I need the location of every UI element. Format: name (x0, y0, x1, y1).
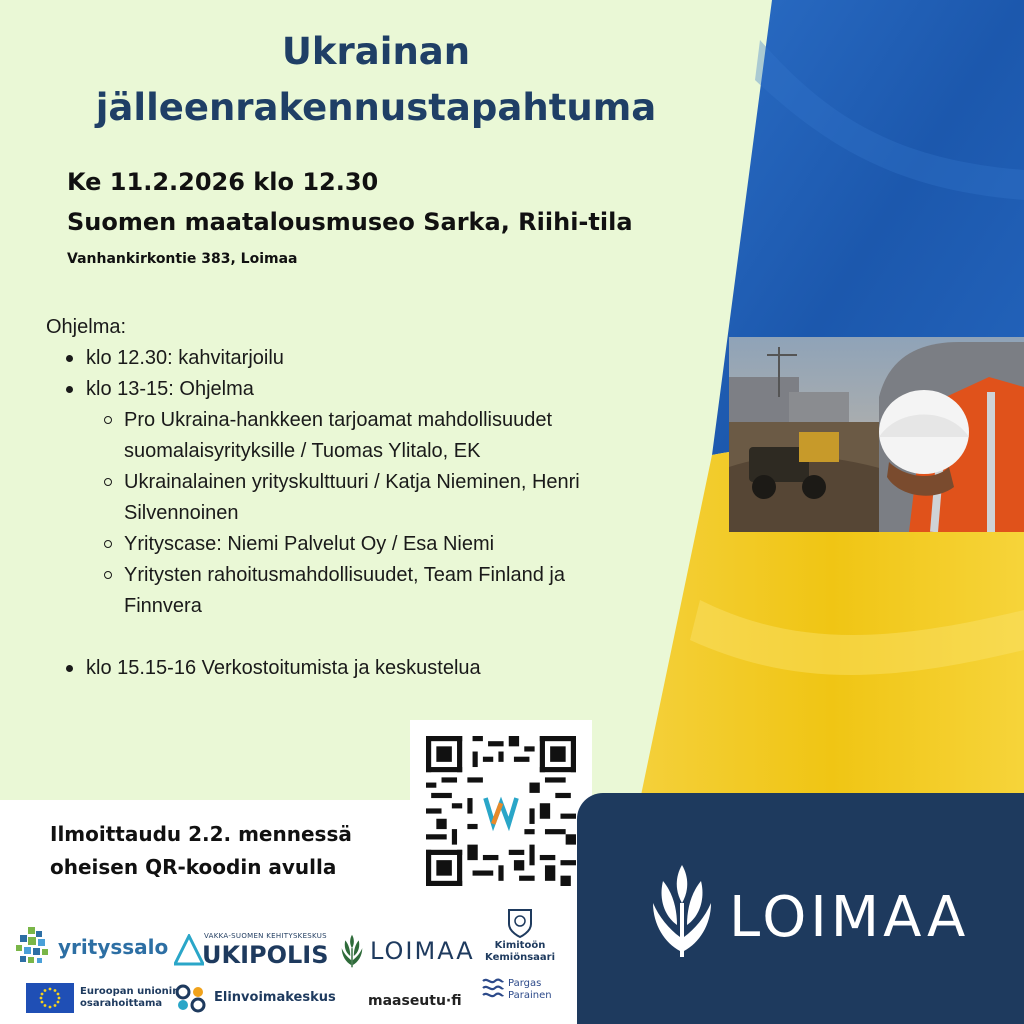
ukipolis-text: UKIPOLIS (202, 941, 329, 969)
event-address: Vanhankirkontie 383, Loimaa (67, 251, 298, 267)
loimaa-wordmark: LOIMAA (729, 885, 970, 950)
program-list (46, 343, 646, 684)
loimaa-small-text: LOIMAA (370, 937, 475, 965)
event-date-time: Ke 11.2.2026 klo 12.30 (67, 168, 379, 196)
eu-line-1: Euroopan unionin (80, 986, 180, 997)
yrityssalo-mosaic-icon (14, 925, 56, 967)
ukipolis-triangle-icon (174, 934, 204, 966)
qr-code[interactable] (426, 736, 576, 886)
elinvoimakeskus-icon (174, 983, 208, 1013)
pargas-wave-icon (482, 976, 504, 1004)
program-subitem: Ukrainalainen yrityskulttuuri / Katja Nieminen, Henri Silvennoinen (104, 467, 646, 529)
event-title (66, 24, 686, 136)
pargas-line-2: Parainen (508, 990, 552, 1001)
event-venue: Suomen maatalousmuseo Sarka, Riihi-tila (67, 208, 633, 236)
registration-line-1: Ilmoittaudu 2.2. mennessä (50, 822, 352, 846)
kimitoon-line-1: Kimitoön (494, 940, 546, 951)
registration-line-2: oheisen QR-koodin avulla (50, 855, 337, 879)
program-item (64, 374, 646, 622)
title-line-1: Ukrainan (281, 30, 471, 73)
construction-worker-photo (729, 337, 1024, 532)
program-heading: Ohjelma: (46, 316, 127, 338)
program-item: klo 15.15-16 Verkostoitumista ja keskustelua (64, 653, 646, 684)
qr-code-container[interactable] (410, 720, 592, 902)
kimitoon-text (480, 940, 560, 964)
ukipolis-logo (174, 932, 334, 968)
pargas-line-1: Pargas (508, 978, 542, 989)
eu-text (80, 986, 179, 1010)
program-subitem: Yritysten rahoitusmahdollisuudet, Team Finland ja Finnvera (104, 560, 646, 622)
program-subitem: Yrityscase: Niemi Palvelut Oy / Esa Niemi (104, 529, 646, 560)
pargas-text (508, 978, 552, 1002)
eu-line-2: osarahoittama (80, 998, 163, 1009)
program-subitem: Pro Ukraina-hankkeen tarjoamat mahdollisuudet suomalaisyrityksille / Tuomas Ylitalo, EK (104, 405, 646, 467)
program-item-label: klo 13-15: Ohjelma (86, 378, 254, 400)
kimitoon-logo (480, 908, 560, 968)
kimitoon-line-2: Kemiönsaari (485, 952, 555, 963)
program-section (46, 312, 646, 684)
program-sublist (86, 405, 646, 622)
yrityssalo-text: yrityssalo (58, 935, 169, 959)
wheat-emblem-icon (649, 863, 715, 959)
maaseutu-text: maaseutu·fi (368, 993, 462, 1009)
loimaa-brand-panel (577, 793, 1024, 1024)
maaseutu-logo (368, 990, 462, 1009)
program-item: klo 12.30: kahvitarjoilu (64, 343, 646, 374)
eu-flag-icon (26, 983, 74, 1013)
kimitoon-crest-icon (507, 908, 533, 938)
title-line-2: jälleenrakennustapahtuma (95, 86, 657, 129)
registration-info (50, 818, 352, 884)
ukipolis-subtitle: VAKKA-SUOMEN KEHITYSKESKUS (204, 932, 327, 940)
wheat-emblem-small-icon (340, 934, 364, 968)
elinvoimakeskus-text: Elinvoimakeskus (214, 990, 336, 1005)
